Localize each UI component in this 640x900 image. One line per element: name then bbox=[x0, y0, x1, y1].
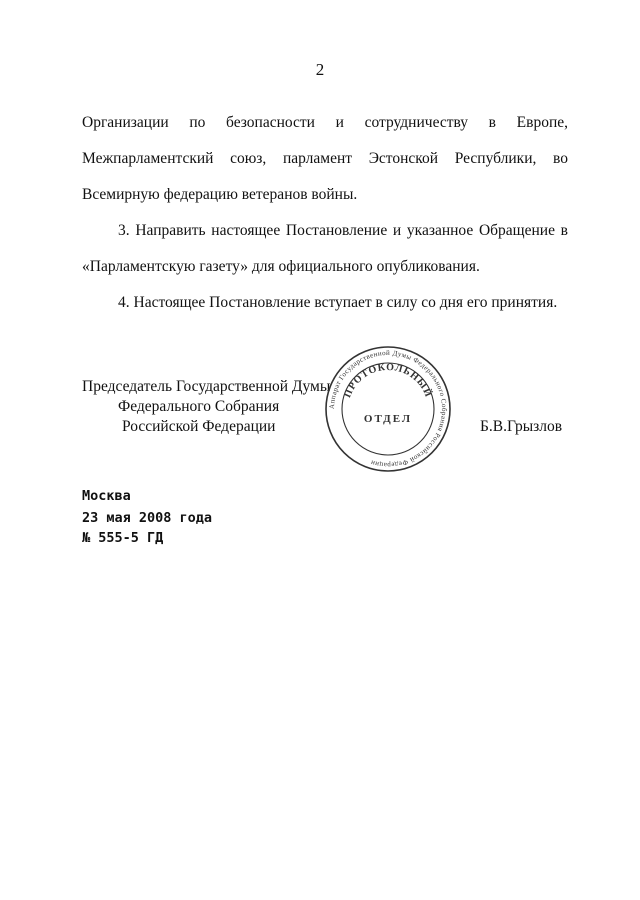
paragraph-line: 3. Направить настоящее Постановление и указанное Обращение в bbox=[118, 222, 568, 239]
issue-date: 23 мая 2008 года bbox=[82, 510, 213, 526]
paragraph-line: Межпарламентский союз, парламент Эстонской Республики, во bbox=[82, 150, 568, 167]
issue-city: Москва bbox=[82, 488, 131, 504]
paragraph-line: Всемирную федерацию ветеранов войны. bbox=[82, 186, 358, 203]
paragraph-recipients bbox=[82, 105, 568, 213]
signatory-title-line-3: Российской Федерации bbox=[122, 418, 276, 435]
seal-ring-text: Аппарат Государственной Думы Федерального Собрания Российской Федерации bbox=[327, 348, 449, 470]
paragraph-line: Организации по безопасности и сотрудничеству в Европе, bbox=[82, 114, 568, 131]
seal-center-top-text: ПРОТОКОЛЬНЫЙ bbox=[342, 361, 434, 400]
signatory-name: Б.В.Грызлов bbox=[480, 418, 563, 435]
seal-center-bottom-text: ОТДЕЛ bbox=[363, 413, 413, 425]
signatory-title-line-1: Председатель Государственной Думы bbox=[82, 378, 331, 395]
document-number: № 555-5 ГД bbox=[82, 530, 164, 546]
paragraph-item-3 bbox=[82, 213, 568, 285]
official-seal-stamp bbox=[298, 344, 478, 474]
page-number: 2 bbox=[315, 60, 325, 79]
signatory-title-line-2: Федерального Собрания bbox=[118, 398, 280, 415]
paragraph-item-4: 4. Настоящее Постановление вступает в силу со дня его принятия. bbox=[118, 294, 558, 311]
paragraph-line: «Парламентскую газету» для официального опубликования. bbox=[82, 258, 480, 275]
